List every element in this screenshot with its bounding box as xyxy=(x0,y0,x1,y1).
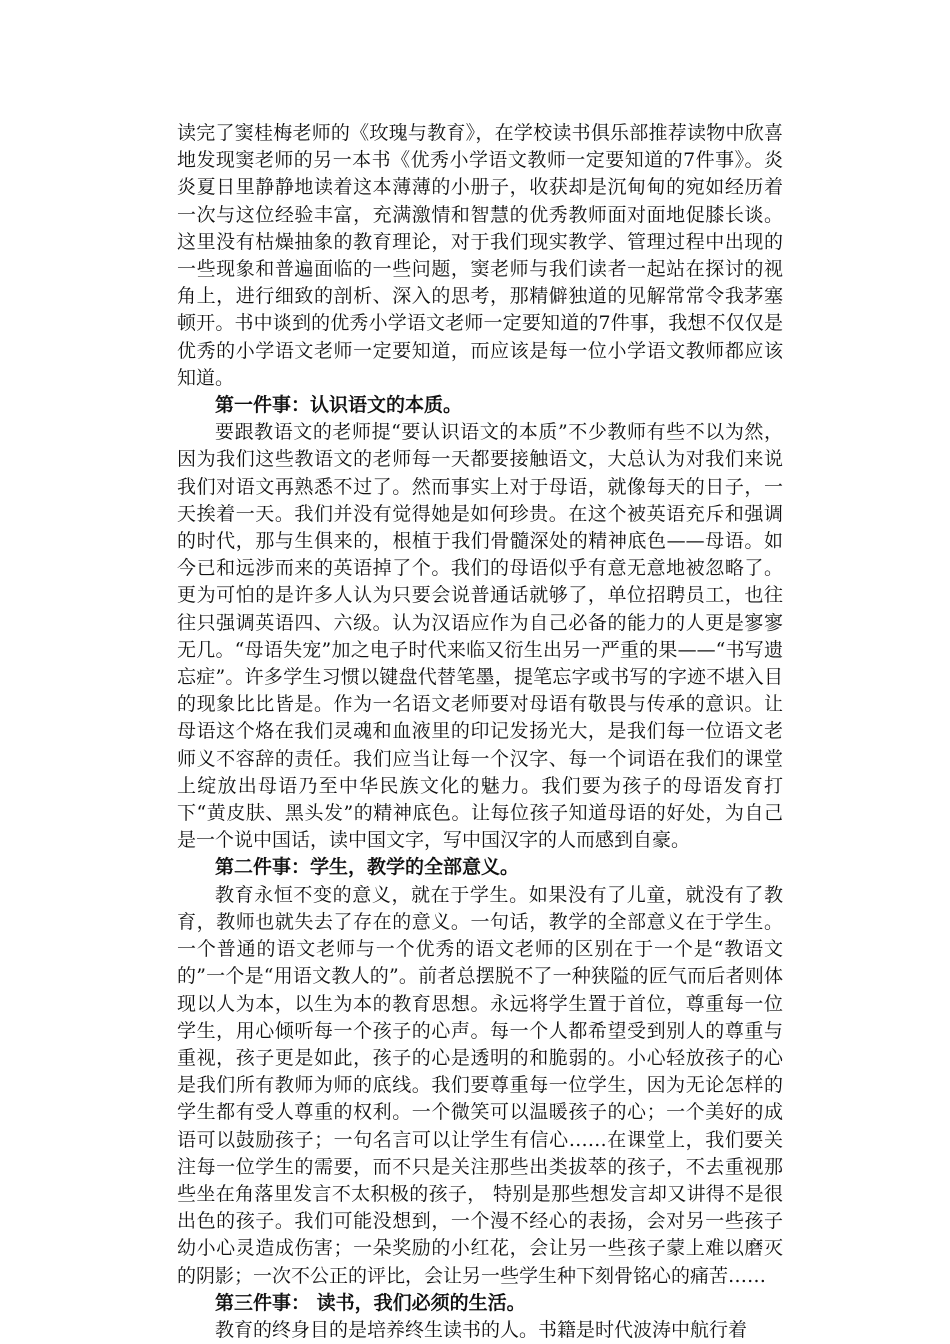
section-3-heading: 第三件事： 读书，我们必须的生活。 xyxy=(215,1291,526,1314)
section-3-paragraph: 教育的终身目的是培养终生读书的人。书籍是时代波涛中航行着 xyxy=(215,1318,748,1341)
section-1-heading: 第一件事：认识语文的本质。 xyxy=(215,394,463,417)
document-body xyxy=(177,120,783,1344)
section-2-heading: 第二件事：学生，教学的全部意义。 xyxy=(215,856,520,879)
section-2-paragraph: 教育永恒不变的意义，就在于学生。如果没有了儿童，就没有了教育，教师也就失去了存在的意义。一句话，教学的全部意义在于学生。一个普通的语文老师与一个优秀的语文老师的区别在于一个是“教语文的”一个是“用语文教人的”。前者总摆脱不了一种狭隘的匠气而后者则体现以人为本，以生为本的教育思想。永远将学生置于首位，尊重每一位学生，用心倾听每一个孩子的心声。每一个人都希望受到别人的尊重与重视，孩子更是如此，孩子的心是透明的和脆弱的。小心轻放孩子的心是我们所有教师为师的底线。我们要尊重每一位学生，因为无论怎样的学生都有受人尊重的权利。一个微笑可以温暖孩子的心；一个美好的成语可以鼓励孩子；一句名言可以让学生有信心……在课堂上，我们要关注每一位学生的需要，而不只是关注那些出类拔萃的孩子，不去重视那些坐在角落里发言不太积极的孩子， 特别是那些想发言却又讲得不是很出色的孩子。我们可能没想到，一个漫不经心的表扬，会对另一些孩子幼小心灵造成伤害；一朵奖励的小红花，会让另一些孩子蒙上难以磨灭的阴影；一次不公正的评比，会让另一些学生种下刻骨铭心的痛苦…… xyxy=(177,883,783,1287)
intro-paragraph: 读完了窦桂梅老师的《玫瑰与教育》，在学校读书俱乐部推荐读物中欣喜地发现窦老师的另一本书《优秀小学语文教师一定要知道的7件事》。炎炎夏日里静静地读着这本薄薄的小册子，收获却是沉甸甸的宛如经历着一次与这位经验丰富，充满激情和智慧的优秀教师面对面地促膝长谈。这里没有枯燥抽象的教育理论，对于我们现实教学、管理过程中出现的一些现象和普遍面临的一些问题，窦老师与我们读者一起站在探讨的视角上，进行细致的剖析、深入的思考，那精僻独道的见解常常令我茅塞顿开。书中谈到的优秀小学语文老师一定要知道的7件事，我想不仅仅是优秀的小学语文老师一定要知道，而应该是每一位小学语文教师都应该知道。 xyxy=(177,122,783,389)
section-1-paragraph: 要跟教语文的老师提“要认识语文的本质”不少教师有些不以为然，因为我们这些教语文的老师每一天都要接触语文，大总认为对我们来说我们对语文再熟悉不过了。然而事实上对于母语，就像每天的日子，一天挨着一天。我们并没有觉得她是如何珍贵。在这个被英语充斥和强调的时代，那与生俱来的，根植于我们骨髓深处的精神底色——母语。如今已和远涉而来的英语掉了个。我们的母语似乎有意无意地被忽略了。更为可怕的是许多人认为只要会说普通话就够了，单位招聘员工，也往往只强调英语四、六级。认为汉语应作为自己必备的能力的人更是寥寥无几。“母语失宠”加之电子时代来临又衍生出另一严重的果——“书写遗忘症”。许多学生习惯以键盘代替笔墨，提笔忘字或书写的字迹不堪入目的现象比比皆是。作为一名语文老师要对母语有敬畏与传承的意识。让母语这个烙在我们灵魂和血液里的印记发扬光大，是我们每一位语文老师义不容辞的责任。我们应当让每一个汉字、每一个词语在我们的课堂上绽放出母语乃至中华民族文化的魅力。我们要为孩子的母语发育打下“黄皮肤、黑头发”的精神底色。让每位孩子知道母语的好处，为自己是一个说中国话，读中国文字，写中国汉字的人而感到自豪。 xyxy=(177,421,783,852)
